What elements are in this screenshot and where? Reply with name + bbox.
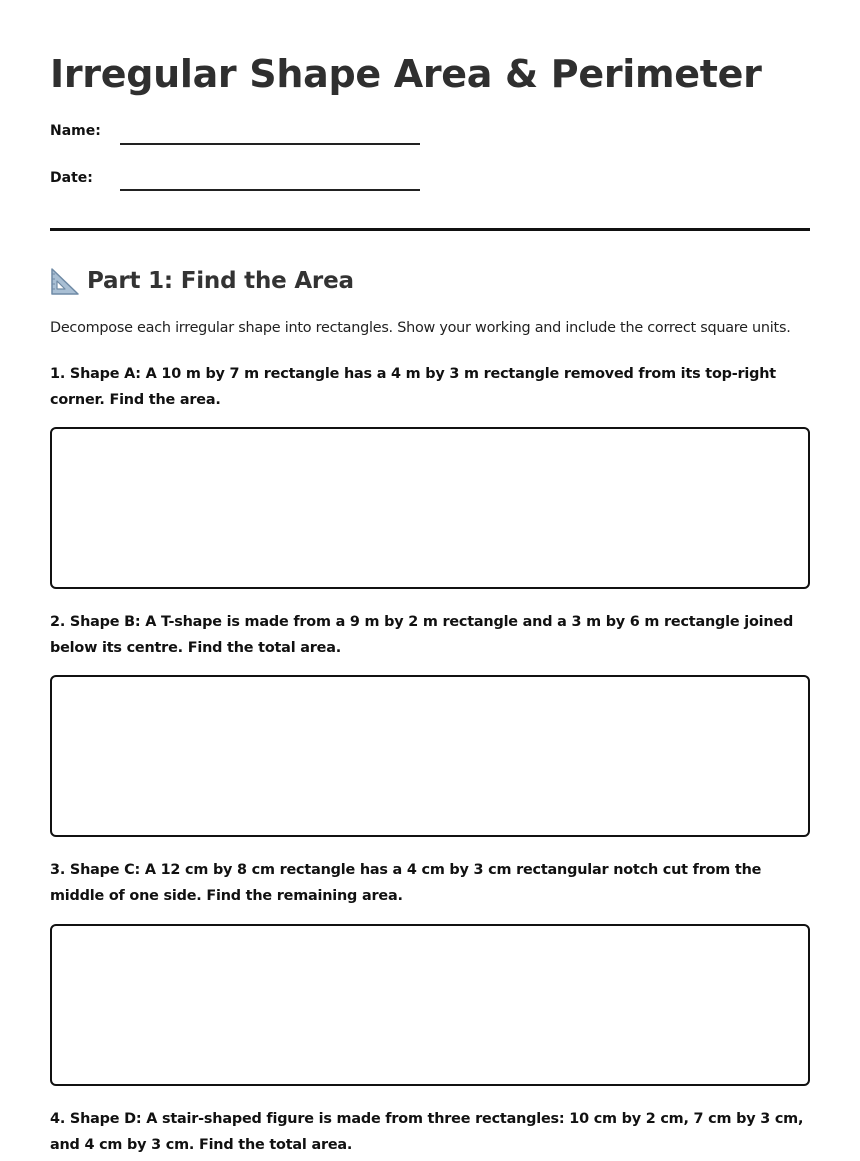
page-title: Irregular Shape Area & Perimeter <box>50 52 762 96</box>
header-divider <box>50 228 810 231</box>
part1-heading <box>50 264 354 298</box>
triangle-ruler-icon <box>50 266 80 296</box>
question-number: 4. <box>50 1111 66 1127</box>
question-text: A 10 m by 7 m rectangle has a 4 m by 3 m rectangle removed from its top-right corner. Find the area. <box>50 366 776 408</box>
question-label: Shape D: <box>69 1111 142 1127</box>
question-label: Shape C: <box>69 862 141 878</box>
answer-box-2[interactable] <box>50 675 810 837</box>
question-number: 3. <box>50 862 66 878</box>
date-label: Date: <box>50 170 93 186</box>
date-input-line[interactable] <box>120 189 420 191</box>
part1-title: Part 1: Find the Area <box>87 268 354 294</box>
question-1 <box>50 361 810 413</box>
question-text: A 12 cm by 8 cm rectangle has a 4 cm by 3 cm rectangular notch cut from the middle of one side. Find the remaining area. <box>50 862 762 904</box>
answer-box-3[interactable] <box>50 924 810 1086</box>
part1-instructions: Decompose each irregular shape into rectangles. Show your working and include the correct square units. <box>50 320 791 336</box>
question-text: A T-shape is made from a 9 m by 2 m rectangle and a 3 m by 6 m rectangle joined below its centre. Find the total area. <box>50 614 794 656</box>
question-label: Shape A: <box>69 366 141 382</box>
question-number: 1. <box>50 366 66 382</box>
question-text: A stair-shaped figure is made from three rectangles: 10 cm by 2 cm, 7 cm by 3 cm, and 4 cm by 3 cm. Find the total area. <box>50 1111 804 1153</box>
name-label: Name: <box>50 123 101 139</box>
question-label: Shape B: <box>69 614 141 630</box>
question-number: 2. <box>50 614 66 630</box>
question-2 <box>50 609 810 661</box>
question-3 <box>50 857 810 909</box>
answer-box-1[interactable] <box>50 427 810 589</box>
question-4 <box>50 1106 810 1158</box>
name-input-line[interactable] <box>120 143 420 145</box>
